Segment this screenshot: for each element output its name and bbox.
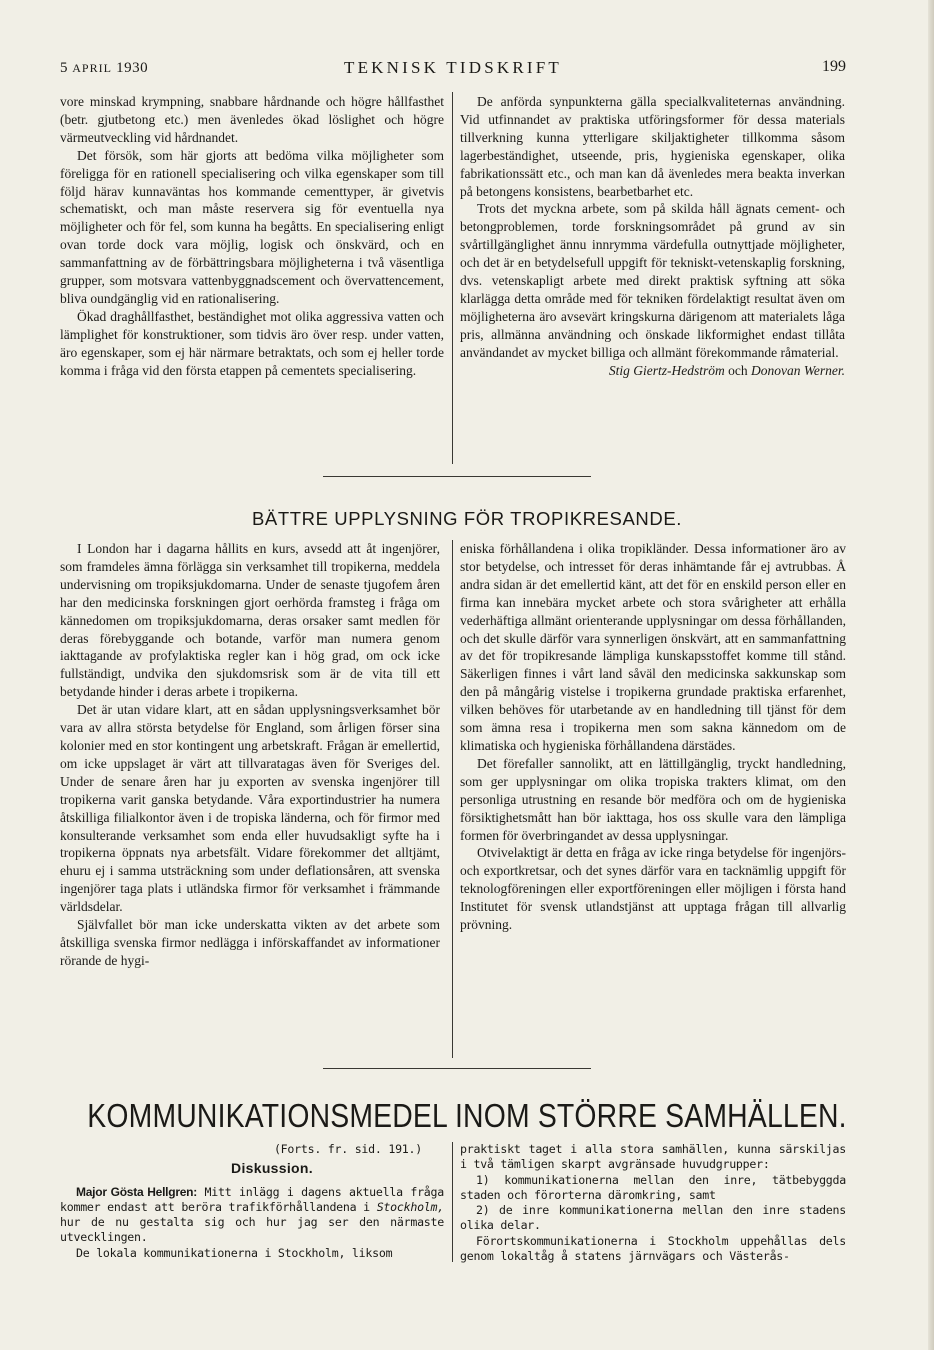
article2-column-left — [60, 540, 440, 970]
paragraph: praktiskt taget i alla stora samhällen, kunna särskiljas i två tämligen skarpt avgränsade huvudgrupper: — [460, 1142, 846, 1172]
article2-column-right — [460, 540, 846, 934]
column-divider — [452, 92, 453, 464]
paragraph: I London har i dagarna hållits en kurs, avsedd att åt ingenjörer, som framdeles ämna förlägga sin verksamhet till tropikerna, meddela undervisning om tropiksjukdomarna. Under de senaste tjugofem åren har den medicinska forskningen gjort oerhörda framsteg i fråga om kännedomen om tropiksjukdomarna, deras orsaker samt medlen för deras förebyggande och botande, varför man numera genom iakttagande av profylaktiska regler kan i hög grad, om ock icke fullständigt, undvika den sjukdomsrisk som är de vita till ett betydande hinder i deras arbete i tropikerna. — [60, 541, 440, 700]
article3-title: KOMMUNIKATIONSMEDEL INOM STÖRRE SAMHÄLLEN. — [87, 1097, 847, 1134]
list-item: 1) kommunikationerna mellan den inre, tätbebyggda staden och förorterna däromkring, samt — [460, 1172, 846, 1202]
article3-column-left — [60, 1142, 444, 1261]
article3-column-right — [460, 1142, 846, 1264]
page-number: 199 — [822, 58, 846, 75]
list-item: 2) de inre kommunikationerna mellan den inre stadens olika delar. — [460, 1203, 846, 1233]
paragraph: Det försök, som här gjorts att bedöma vilka möjligheter som föreligga för en rationell specialisering och vilka egenskaper som till följd härav kunnaväntas hos kommande cementtyper, är givetvis schematiskt, och man måste reservera sig för eventuella nya möjligheter och för fel, som kunna ha begåtts. En specialisering enligt ovan torde dock vara möjlig, logisk och önskvärd, och en sammanfattning av de förbättringsbara möjligheterna i två väsentliga grupper, som motsvara vattenbyggnadscement och övervattencement, bliva oundgänglig vid en rationalisering. — [60, 147, 444, 306]
column-divider — [452, 540, 453, 1058]
journal-title: TEKNISK TIDSKRIFT — [344, 58, 562, 77]
section-subtitle: Diskussion. — [231, 1160, 313, 1177]
paragraph: Ökad draghållfasthet, beständighet mot olika aggressiva vatten och lämplighet för konstruktioner, som tidvis äro över resp. under vatten, äro egenskaper, som ej här närmare betraktats, och som ej heller torde komma i fråga vid den första etappen på cementets specialisering. — [60, 308, 444, 378]
paragraph: Det förefaller sannolikt, att en lättillgänglig, tryckt handledning, som ger upplysningar om olika tropiska trakters klimat, om den personliga utrustning en resande bör medföra och om de hygieniska försiktighetsmått han bör iakttaga, hos oss skulle vara den lämpliga formen för överbringandet av dessa upplysningar. — [460, 755, 846, 843]
article2-title: BÄTTRE UPPLYSNING FÖR TROPIKRESANDE. — [251, 508, 683, 529]
page-edge — [928, 0, 934, 1350]
issue-date: 5 APRIL 1930 — [60, 60, 149, 76]
paragraph: De anförda synpunkterna gälla specialkvaliteternas användning. Vid utfinnandet av praktiska utföringsformer för dessa materials tillverkning kunna ytterligare skiljaktigheter tillkomma såsom lagerbeständighet, utseende, pris, hygieniska egenskaper, olika fabrikationssätt etc., och man kan då ävenledes mera beakta inverkan på betongens konsistens, bearbetbarhet etc. — [460, 94, 845, 199]
column-divider — [452, 1142, 453, 1262]
paragraph: Major Gösta Hellgren: Mitt inlägg i dagens aktuella fråga kommer endast att beröra trafikförhållandena i Stockholm, hur de nu gestalta sig och hur jag ser den närmaste utvecklingen. — [60, 1184, 444, 1245]
paragraph: Otvivelaktigt är detta en fråga av icke ringa betydelse för ingenjörs- och exportkretsar, och det synes därför vara en tacknämlig uppgift för teknologföreningen eller exportföreningen eller möjligen i första hand Institutet för svensk utlandstjänst att upptaga frågan till allvarlig prövning. — [460, 845, 846, 933]
section-rule — [323, 476, 591, 477]
paragraph: vore minskad krympning, snabbare hårdnande och högre hållfasthet (betr. gjutbetong etc.) men ävenledes ökad löslighet och högre värmeutveckling vid hårdnandet. — [60, 94, 444, 145]
author-signature: Stig Giertz-Hedström och Donovan Werner. — [608, 362, 845, 378]
article1-column-left — [60, 93, 444, 380]
running-header — [60, 58, 846, 80]
paragraph: Självfallet bör man icke underskatta vikten av det arbete som åtskilliga svenska firmor nedlägga i införskaffandet av informationer rörande de hygi- — [60, 917, 440, 968]
paragraph: De lokala kommunikationerna i Stockholm, liksom — [76, 1245, 393, 1260]
section-rule — [323, 1068, 591, 1069]
paragraph: Det är utan vidare klart, att en sådan upplysningsverksamhet bör vara av allra största betydelse för England, som årligen förser sina kolonier med en stor kontingent ung arbetskraft. Frågan är emellertid, om icke uppslaget är värt att tillvaratagas även för Sveriges del. Under de senare åren har ju exporten av svenska ingenjörer till tropikerna varit ganska betydande. Våra exportindustrier ha numera åtskilliga filialkontor även i de tropiska länderna, och för firmor med konsulterande verksamhet som enda eller huvudsakligt syfte ha i tropikerna öppnats nya arbetsfält. Vidare förekommer det alltjämt, ehuru ej i samma utsträckning som under deflationsåren, att svenska ingenjörer taga plats i utländska firmor för verksamhet i främmande världsdelar. — [60, 702, 440, 915]
paragraph: Förortskommunikationerna i Stockholm uppehållas dels genom lokaltåg å statens järnvägars och Västerås- — [460, 1233, 846, 1264]
continuation-note: (Forts. fr. sid. 191.) — [273, 1142, 422, 1156]
article1-column-right — [460, 93, 845, 380]
paragraph: Trots det myckna arbete, som på skilda håll ägnats cement- och betongproblemen, torde forskningsområdet på grund av sin svårtillgänglighet ännu innrymma värdefulla outnyttjade möjligheter, och det är en betydelsefull uppgift för tekniskt-vetenskaplig forskning, dvs. vetenskapligt arbete med direkt praktisk syftning att söka klarlägga detta område med för tekniken fördelaktigt resultat även om möjligheterna äro avsevärt kringskurna därigenom att materialets låga pris, allmänna användning och önskade likformighet endast tillåta användandet av mycket billiga och allmänt förekommande råmaterial. — [460, 201, 845, 360]
paragraph: eniska förhållandena i olika tropikländer. Dessa informationer äro av stor betydelse, och intresset för deras inhämtande får ej avtrubbas. Å andra sidan är det emellertid känt, att det för en enskild person eller en firma kan innebära mycket arbete och stora svårigheter att erhålla vederhäftiga allmänt orienterande upplysningar om dessa förhållanden, och det skulle därför vara synnerligen önskvärt, att en sammanfattning av det för tropikresande lämpliga kunskapsstoffet komme till stånd. Säkerligen finnes i vårt land såväl den medicinska sakkunskap som den på mångårig vistelse i tropikerna grundade praktiska erfarenhet, vilken behöves för utarbetande av en handledning till tjänst för dem som ämna resa i tropikerna men som sakna kännedom om de klimatiska och hygieniska förhållandena därstädes. — [460, 541, 846, 753]
